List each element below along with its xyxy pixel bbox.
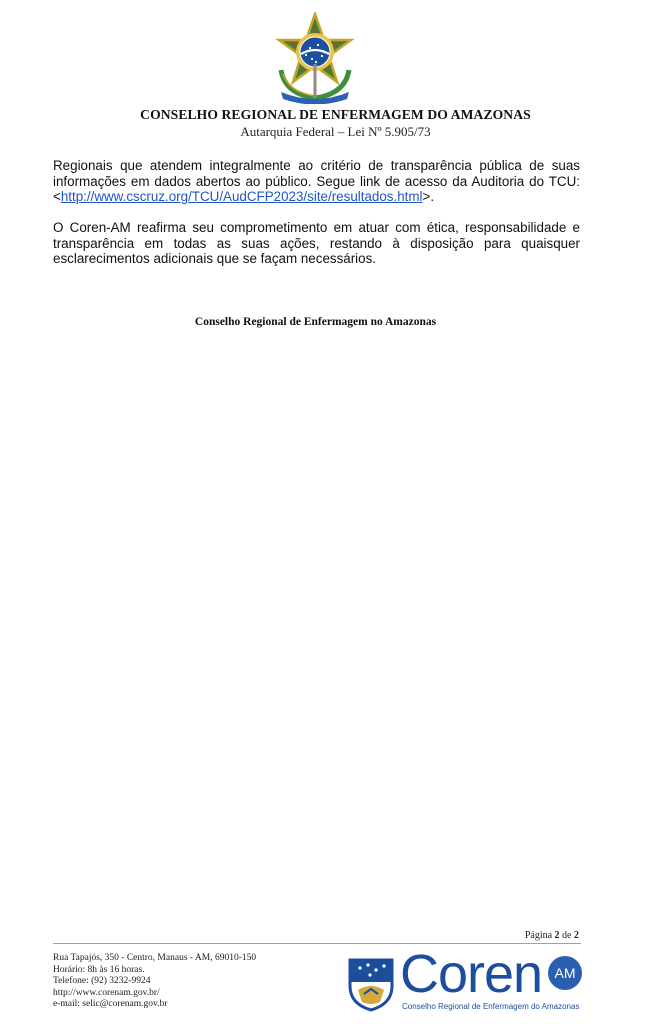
coren-logo-tagline: Conselho Regional de Enfermagem do Amazonas xyxy=(402,1002,580,1011)
paragraph-line: transparência em todas as suas ações, restando à disposição para quaisquer xyxy=(53,235,580,251)
paragraph-line: Regionais que atendem integralmente ao critério de transparência pública de suas xyxy=(53,158,580,173)
page-label: Página xyxy=(524,930,553,941)
footer-phone: Telefone: (92) 3232-9924 xyxy=(53,976,151,987)
link-prefix: < xyxy=(53,189,61,205)
footer-address: Rua Tapajós, 350 - Centro, Manaus - AM, 69010-150 xyxy=(53,953,257,963)
page-total: 2 xyxy=(574,930,579,941)
paragraph-line: esclarecimentos adicionais que se façam necessários. xyxy=(53,251,377,267)
coren-am-badge: AM xyxy=(548,956,582,990)
footer-hours: Horário: 8h às 16 horas. xyxy=(53,964,145,975)
paragraph-line xyxy=(53,189,580,205)
coren-shield-icon xyxy=(346,956,396,1012)
signature: Conselho Regional de Enfermagem no Amazonas xyxy=(194,316,437,328)
footer-contact xyxy=(53,953,256,1011)
page-number xyxy=(525,930,579,941)
page-of: de xyxy=(562,930,572,941)
footer-website[interactable]: http://www.corenam.gov.br/ xyxy=(53,987,160,998)
paragraph-transparency xyxy=(53,158,580,205)
page-current: 2 xyxy=(554,930,560,941)
footer-email[interactable]: e-mail: selic@corenam.gov.br xyxy=(53,999,168,1010)
paragraph-line: O Coren-AM reafirma seu comprometimento em atuar com ética, responsabilidade e xyxy=(53,220,580,235)
org-subtitle: Autarquia Federal – Lei Nº 5.905/73 xyxy=(240,124,431,139)
tcu-audit-link[interactable]: http://www.cscruz.org/TCU/AudCFP2023/site/resultados.html xyxy=(60,189,423,205)
brasil-coat-of-arms-icon xyxy=(271,12,359,104)
paragraph-line: informações em dados abertos ao público. Segue link de acesso da Auditoria do TCU: xyxy=(53,173,580,189)
coren-logo-word: Coren xyxy=(400,944,543,1004)
org-title: CONSELHO REGIONAL DE ENFERMAGEM DO AMAZONAS xyxy=(140,107,531,122)
paragraph-commitment xyxy=(53,220,580,267)
link-suffix: >. xyxy=(422,189,435,205)
